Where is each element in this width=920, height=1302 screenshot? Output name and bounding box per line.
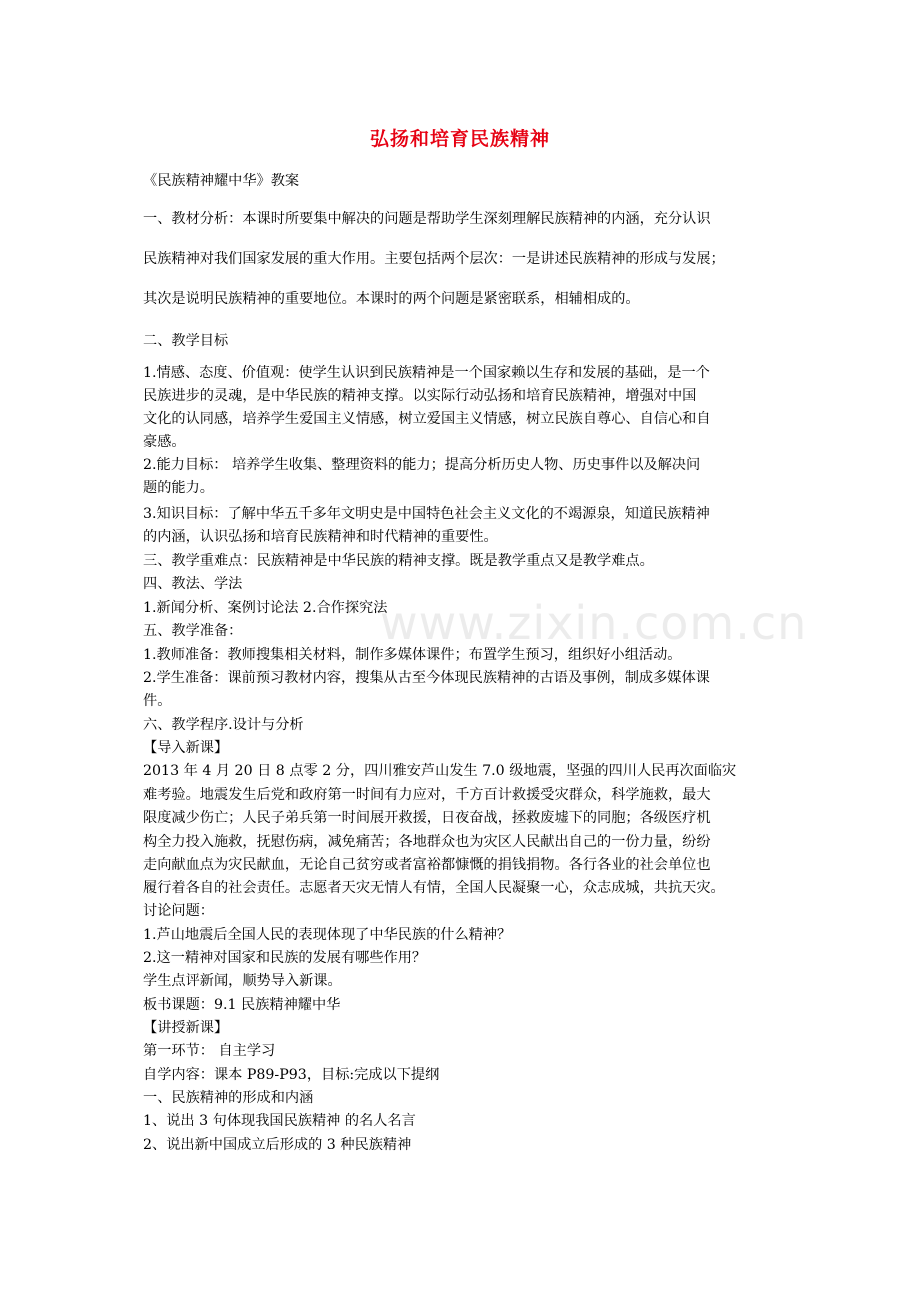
text-line: 三、教学重难点：民族精神是中华民族的精神支撑。既是教学重点又是教学难点。 bbox=[143, 553, 654, 569]
text-line: 的内涵，认识弘扬和培育民族精神和时代精神的重要性。 bbox=[143, 529, 498, 545]
page-title: 弘扬和培育民族精神 bbox=[369, 128, 550, 150]
text-line: 1.情感、态度、价值观：使学生认识到民族精神是一个国家赖以生存和发展的基础，是一个 bbox=[143, 365, 710, 381]
text-line: 民族进步的灵魂，是中华民族的精神支撑。以实际行动弘扬和培育民族精神，增强对中国 bbox=[143, 388, 697, 404]
text-line: 2、说出新中国成立后形成的 3 种民族精神 bbox=[143, 1137, 412, 1153]
text-line: 四、教法、学法 bbox=[143, 576, 243, 592]
text-line: 自学内容：课本 P89-P93，目标:完成以下提纲 bbox=[143, 1067, 440, 1083]
text-line: 1.芦山地震后全国人民的表现体现了中华民族的什么精神？ bbox=[143, 927, 512, 943]
text-line: 2.学生准备：课前预习教材内容，搜集从古至今体现民族精神的古语及事例，制成多媒体课 bbox=[143, 670, 710, 686]
text-line: 一、教材分析：本课时所要集中解决的问题是帮助学生深刻理解民族精神的内涵，充分认识 bbox=[143, 211, 711, 227]
text-line: 2.这一精神对国家和民族的发展有哪些作用？ bbox=[143, 950, 427, 966]
text-line: 其次是说明民族精神的重要地位。本课时的两个问题是紧密联系，相辅相成的。 bbox=[143, 291, 640, 307]
text-line: 1.教师准备：教师搜集相关材料，制作多媒体课件；布置学生预习，组织好小组活动。 bbox=[143, 647, 682, 663]
text-line: 五、教学准备： bbox=[143, 623, 243, 639]
text-line: 题的能力。 bbox=[143, 480, 214, 496]
text-line: 讨论问题： bbox=[143, 903, 214, 919]
text-line: 件。 bbox=[143, 693, 172, 709]
text-line: 3.知识目标：了解中华五千多年文明史是中国特色社会主义文化的不竭源泉，知道民族精神 bbox=[143, 506, 710, 522]
text-line: 2.能力目标： 培养学生收集、整理资料的能力；提高分析历史人物、历史事件以及解决问 bbox=[143, 457, 701, 473]
text-line: 六、教学程序.设计与分析 bbox=[143, 717, 304, 733]
text-line: 一、民族精神的形成和内涵 bbox=[143, 1090, 314, 1106]
text-line: 文化的认同感，培养学生爱国主义情感，树立爱国主义情感，树立民族自尊心、自信心和自 bbox=[143, 411, 711, 427]
watermark: www.zixin.com.cn bbox=[380, 596, 808, 650]
text-line: 【导入新课】 bbox=[143, 740, 229, 756]
text-line: 板书课题：9.1 民族精神耀中华 bbox=[143, 997, 341, 1013]
text-line: 1.新闻分析、案例讨论法 2.合作探究法 bbox=[143, 600, 388, 616]
text-line: 《民族精神耀中华》教案 bbox=[143, 173, 300, 189]
text-line: 1、说出 3 句体现我国民族精神 的名人名言 bbox=[143, 1113, 416, 1129]
text-line: 构全力投入施救，抚慰伤病，减免痛苦；各地群众也为灾区人民献出自己的一份力量，纷纷 bbox=[143, 834, 711, 850]
text-line: 难考验。地震发生后党和政府第一时间有力应对，千方百计救援受灾群众，科学施救，最大 bbox=[143, 787, 711, 803]
text-line: 走向献血点为灾民献血，无论自己贫穷或者富裕都慷慨的捐钱捐物。各行各业的社会单位也 bbox=[143, 857, 711, 873]
text-line: 学生点评新闻，顺势导入新课。 bbox=[143, 973, 342, 989]
text-line: 2013 年 4 月 20 日 8 点零 2 分，四川雅安芦山发生 7.0 级地震，坚强的四川人民再次面临灾 bbox=[143, 763, 737, 779]
text-line: 【讲授新课】 bbox=[143, 1020, 229, 1036]
text-line: 民族精神对我们国家发展的重大作用。主要包括两个层次：一是讲述民族精神的形成与发展； bbox=[143, 251, 725, 267]
text-line: 第一环节： 自主学习 bbox=[143, 1043, 276, 1059]
text-line: 二、教学目标 bbox=[143, 333, 229, 349]
text-line: 履行着各自的社会责任。志愿者天灾无情人有情，全国人民凝聚一心，众志成城，共抗天灾。 bbox=[143, 880, 725, 896]
text-line: 豪感。 bbox=[143, 434, 186, 450]
text-line: 限度减少伤亡；人民子弟兵第一时间展开救援，日夜奋战，拯救废墟下的同胞；各级医疗机 bbox=[143, 810, 711, 826]
